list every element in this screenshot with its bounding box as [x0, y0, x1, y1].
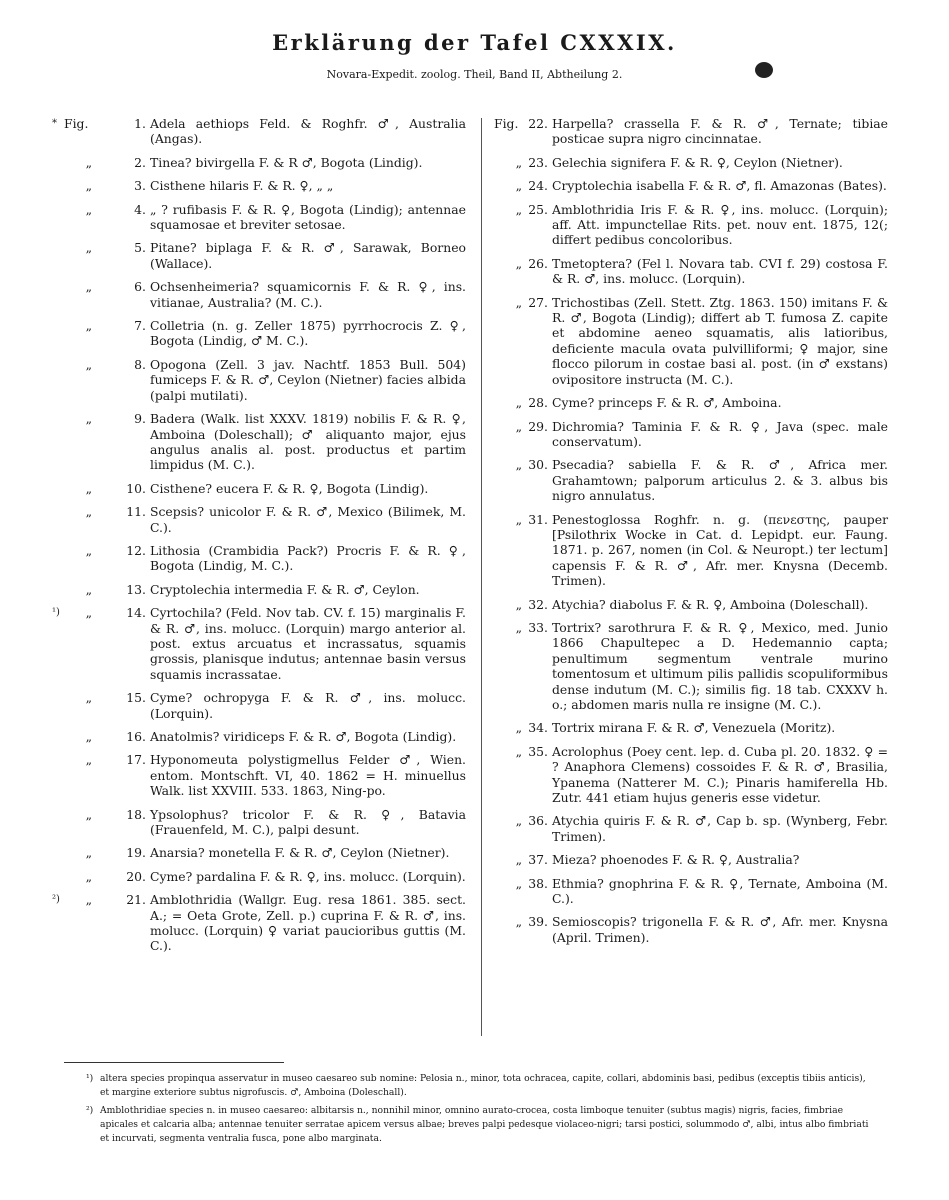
figure-prefix: „: [85, 752, 92, 768]
figure-entry: [52, 318, 466, 349]
figure-number: 20.: [126, 868, 146, 884]
footnote-mark: ²): [86, 1105, 94, 1116]
figure-number: 13.: [126, 581, 146, 597]
figure-prefix: „: [85, 542, 92, 558]
figure-prefix: Fig.: [494, 116, 519, 131]
figure-entry: [494, 597, 888, 612]
footnote-text: altera species propinqua asservatur in museo caesareo sub nomine: Pelosia n., minor, tota ochracea, capite, collari, abdominis basi, pedibus (exceptis tibiis anticis), et margine exteriore subtus nigrofuscis. ♂, Amboina (Doleschall).: [100, 1073, 866, 1098]
figure-number: 35.: [528, 743, 548, 759]
figure-number: 38.: [528, 875, 548, 891]
figure-number: 3.: [134, 178, 146, 194]
figure-prefix: „: [85, 154, 92, 170]
figure-number: 29.: [528, 418, 548, 434]
figure-number: 27.: [528, 294, 548, 310]
figure-prefix: „: [515, 852, 522, 868]
left-column: [52, 116, 466, 962]
figure-description: Anarsia? monetella F. & R. ♂, Ceylon (Nietner).: [150, 845, 450, 861]
figure-entry: [52, 752, 466, 798]
figure-prefix: Fig.: [64, 116, 89, 131]
figure-prefix: „: [85, 892, 92, 908]
figure-prefix: „: [85, 729, 92, 744]
figure-description: Atychia? diabolus F. & R. ♀, Amboina (Doleschall).: [552, 596, 869, 612]
figure-description: Anatolmis? viridiceps F. & R. ♂, Bogota (Lindig).: [150, 729, 457, 744]
figure-entry: [494, 914, 888, 945]
right-column: [494, 116, 888, 953]
figure-entry: [52, 202, 466, 233]
footnote-marker: *: [52, 118, 57, 129]
footnote-rule: [64, 1062, 284, 1063]
figure-prefix: „: [85, 356, 92, 372]
figure-number: 28.: [528, 395, 548, 411]
figure-prefix: „: [85, 845, 92, 861]
figure-entry: [494, 620, 888, 712]
figure-entry: [52, 240, 466, 271]
ink-blot: [755, 62, 773, 78]
footnote: [86, 1072, 876, 1100]
figure-entry: [494, 295, 888, 387]
figure-description: Acrolophus (Poey cent. lep. d. Cuba pl. 20. 1832. ♀ = ? Anaphora Clemens) cossoides F. & R. ♂, Brasilia, Ypanema (Natterer M. C.); Pinaris hamiferella Hb. Zutr. 441 etiam hujus generis esse videtur.: [552, 743, 888, 806]
figure-description: Badera (Walk. list XXXV. 1819) nobilis F. & R. ♀, Amboina (Doleschall); ♂ aliquanto major, ejus angulus analis al. post. productus et partim limpidus (M. C.).: [150, 411, 466, 473]
figure-number: 7.: [134, 318, 146, 334]
figure-number: 23.: [528, 154, 548, 170]
figure-entry: [52, 690, 466, 721]
figure-number: 4.: [134, 201, 146, 217]
figure-number: 16.: [126, 729, 146, 744]
figure-entry: [52, 155, 466, 170]
figure-entry: [52, 729, 466, 744]
footnote-marker: ¹): [52, 607, 60, 619]
figure-description: Mieza? phoenodes F. & R. ♀, Australia?: [552, 852, 800, 868]
footnotes: [86, 1072, 876, 1150]
figure-entry: [494, 876, 888, 907]
figure-number: 18.: [126, 806, 146, 822]
footnote-mark: ¹): [86, 1073, 94, 1084]
figure-prefix: „: [85, 178, 92, 194]
figure-entry: [52, 543, 466, 574]
figure-entry: [494, 178, 888, 193]
figure-description: Ypsolophus? tricolor F. & R. ♀, Batavia (Frauenfeld, M. C.), palpi desunt.: [150, 806, 466, 838]
figure-number: 26.: [528, 255, 548, 271]
figure-entry: [52, 357, 466, 403]
figure-entry: [494, 256, 888, 287]
figure-description: Tortrix mirana F. & R. ♂, Venezuela (Moritz).: [552, 720, 836, 736]
figure-number: 34.: [528, 720, 548, 736]
figure-prefix: „: [85, 806, 92, 822]
figure-number: 6.: [134, 279, 146, 295]
figure-description: Gelechia signifera F. & R. ♀, Ceylon (Nietner).: [552, 154, 843, 170]
figure-entry: [494, 512, 888, 589]
figure-description: Colletria (n. g. Zeller 1875) pyrrhocrocis Z. ♀, Bogota (Lindig, ♂ M. C.).: [150, 318, 466, 349]
figure-prefix: „: [85, 318, 92, 334]
figure-description: Psecadia? sabiella F. & R. ♂, Africa mer. Grahamtown; palporum articulus 2. & 3. albus bis nigro annulatus.: [552, 457, 888, 504]
figure-prefix: „: [85, 279, 92, 295]
figure-entry: [52, 411, 466, 473]
figure-number: 11.: [126, 504, 146, 520]
figure-entry: [494, 744, 888, 806]
figure-prefix: „: [515, 914, 522, 930]
figure-description: Amblothridia Iris F. & R. ♀, ins. molucc. (Lorquin); aff. Att. impunctellae Rits. pet. nouv ent. 1875, 12(; differt pedibus concoloribus.: [552, 201, 888, 248]
figure-number: 12.: [126, 542, 146, 558]
figure-entry: [52, 807, 466, 838]
figure-entry: [52, 481, 466, 496]
figure-description: Penestoglossa Roghfr. n. g. (πενεστης, pauper [Psilothrix Wocke in Cat. d. Lepidpt. eur. Faung. 1871. p. 267, nomen (in Col. & Neuropt.) ter lectum] capensis F. & R. ♂, Afr. mer. Knysna (Decemb. Trimen).: [552, 511, 888, 589]
figure-prefix: „: [515, 418, 522, 434]
figure-entry: [494, 395, 888, 410]
figure-entry: [494, 419, 888, 450]
figure-description: Scepsis? unicolor F. & R. ♂, Mexico (Bilimek, M. C.).: [150, 504, 466, 535]
figure-prefix: „: [85, 240, 92, 256]
figure-prefix: „: [515, 201, 522, 217]
figure-description: Tinea? bivirgella F. & R ♂, Bogota (Lindig).: [150, 154, 423, 170]
figure-number: 9.: [134, 411, 146, 427]
figure-prefix: „: [515, 457, 522, 473]
figure-description: „ ? rufibasis F. & R. ♀, Bogota (Lindig); antennae squamosae et breviter setosae.: [150, 201, 466, 233]
figure-number: 37.: [528, 852, 548, 868]
figure-prefix: „: [85, 581, 92, 597]
figure-number: 36.: [528, 813, 548, 829]
figure-description: Cryptolechia isabella F. & R. ♂, fl. Amazonas (Bates).: [552, 178, 887, 194]
figure-number: 8.: [134, 356, 146, 372]
figure-prefix: „: [85, 201, 92, 217]
figure-prefix: „: [515, 619, 522, 635]
figure-entry: [494, 202, 888, 248]
figure-entry: [52, 869, 466, 884]
figure-prefix: „: [515, 255, 522, 271]
figure-entry: [52, 504, 466, 535]
figure-prefix: „: [85, 504, 92, 520]
figure-description: Cisthene? eucera F. & R. ♀, Bogota (Lindig).: [150, 480, 429, 496]
figure-prefix: „: [85, 868, 92, 884]
figure-description: Cyme? princeps F. & R. ♂, Amboina.: [552, 395, 782, 411]
figure-number: 1.: [134, 116, 146, 131]
figure-number: 21.: [126, 892, 146, 908]
figure-entry: [494, 116, 888, 147]
figure-prefix: „: [515, 813, 522, 829]
figure-prefix: „: [85, 690, 92, 706]
page-subtitle: Novara-Expedit. zoolog. Theil, Band II, Abtheilung 2.: [326, 68, 623, 81]
figure-entry: [52, 279, 466, 310]
figure-prefix: „: [85, 605, 92, 621]
figure-number: 19.: [126, 845, 146, 861]
figure-prefix: „: [515, 720, 522, 736]
footnote-text: Amblothridiae species n. in museo caesareo: albitarsis n., nonnihil minor, omnino aurato-crocea, costa limboque tenuiter (subtus magis) nigris, facies, fimbriae apicales et calcaria alba; antennae tenuiter serratae apicem versus albae; breves palpi pedesque violaceo-nigri; tarsi postici, solummodo ♂, albi, intus albo fimbriati et incurvati, segmenta ventralia fusca, pone albo marginata.: [100, 1105, 869, 1144]
figure-description: Cryptolechia intermedia F. & R. ♂, Ceylon.: [150, 581, 420, 597]
figure-prefix: „: [515, 178, 522, 194]
figure-number: 25.: [528, 201, 548, 217]
figure-prefix: „: [85, 480, 92, 496]
figure-description: Cyrtochila? (Feld. Nov tab. CV. f. 15) marginalis F. & R. ♂, ins. molucc. (Lorquin) margo anterior al. post. extus arcuatus et incrassatus, squamis grossis, planisque indutus; antennae basin versus squamis incrassatae.: [150, 605, 466, 682]
figure-entry: [52, 178, 466, 193]
footnote-marker: ²): [52, 894, 60, 906]
figure-description: Atychia quiris F. & R. ♂, Cap b. sp. (Wynberg, Febr. Trimen).: [552, 813, 888, 844]
figure-entry: [494, 155, 888, 170]
figure-description: Semioscopis? trigonella F. & R. ♂, Afr. mer. Knysna (April. Trimen).: [552, 914, 888, 945]
figure-entry: [52, 116, 466, 147]
figure-entry: [494, 720, 888, 735]
figure-number: 17.: [126, 752, 146, 768]
figure-description: Trichostibas (Zell. Stett. Ztg. 1863. 150) imitans F. & R. ♂, Bogota (Lindig); differt ab T. fumosa Z. capite et abdomine aeneo squamatis, alis latioribus, deficiente macula ovata pulvilliformi; ♀ major, sine flocco pilorum in costae basi al. post. (in ♂ exstans) ovipositore instructa (M. C.).: [552, 294, 888, 387]
page-title: Erklärung der Tafel CXXXIX.: [272, 30, 677, 55]
figure-prefix: „: [515, 154, 522, 170]
figure-number: 2.: [134, 154, 146, 170]
figure-number: 10.: [126, 480, 146, 496]
figure-number: 33.: [528, 619, 548, 635]
figure-prefix: „: [515, 596, 522, 612]
figure-description: Pitane? biplaga F. & R. ♂, Sarawak, Borneo (Wallace).: [150, 240, 466, 271]
figure-number: 24.: [528, 178, 548, 194]
figure-description: Adela aethiops Feld. & Roghfr. ♂, Australia (Angas).: [150, 116, 466, 147]
figure-prefix: „: [85, 411, 92, 427]
figure-prefix: „: [515, 743, 522, 759]
figure-number: 22.: [528, 116, 548, 131]
figure-description: Harpella? crassella F. & R. ♂, Ternate; tibiae posticae supra nigro cincinnatae.: [552, 116, 888, 147]
figure-number: 14.: [126, 605, 146, 621]
figure-entry: [52, 582, 466, 597]
figure-description: Lithosia (Crambidia Pack?) Procris F. & R. ♀, Bogota (Lindig, M. C.).: [150, 542, 466, 574]
figure-description: Tortrix? sarothrura F. & R. ♀, Mexico, med. Junio 1866 Chapultepec a D. Hedemannio capta; penultimum segmentum ventrale murino tomentosum et ultimum pilis pallidis scopuliformibus dense indutum (M. C.); similis fig. 18 tab. CXXXV h. o.; abdomen maris nulla re insigne (M. C.).: [552, 619, 888, 712]
figure-entry: [494, 813, 888, 844]
figure-number: 31.: [528, 511, 548, 527]
figure-description: Ochsenheimeria? squamicornis F. & R. ♀, ins. vitianae, Australia? (M. C.).: [150, 279, 466, 310]
figure-number: 30.: [528, 457, 548, 473]
figure-entry: [52, 605, 466, 682]
figure-description: Amblothridia (Wallgr. Eug. resa 1861. 385. sect. A.; = Oeta Grote, Zell. p.) cuprina F. & R. ♂, ins. molucc. (Lorquin) ♀ variat paucioribus guttis (M. C.).: [150, 892, 466, 954]
figure-prefix: „: [515, 294, 522, 310]
figure-description: Cyme? pardalina F. & R. ♀, ins. molucc. (Lorquin).: [150, 868, 466, 884]
figure-entry: [494, 457, 888, 503]
figure-description: Tmetoptera? (Fel l. Novara tab. CVI f. 29) costosa F. & R. ♂, ins. molucc. (Lorquin).: [552, 255, 888, 287]
figure-entry: [52, 845, 466, 860]
figure-entry: [494, 852, 888, 867]
figure-number: 32.: [528, 596, 548, 612]
figure-number: 15.: [126, 690, 146, 706]
figure-description: Ethmia? gnophrina F. & R. ♀, Ternate, Amboina (M. C.).: [552, 875, 888, 907]
footnote: [86, 1104, 876, 1146]
figure-prefix: „: [515, 395, 522, 411]
figure-prefix: „: [515, 511, 522, 527]
column-divider: [481, 118, 482, 1036]
figure-description: Hyponomeuta polystigmellus Felder ♂, Wien. entom. Montschft. VI, 40. 1862 = H. minuellus Walk. list XXVIII. 533. 1863, Ning-po.: [150, 752, 466, 799]
figure-prefix: „: [515, 875, 522, 891]
figure-number: 39.: [528, 914, 548, 930]
figure-description: Cyme? ochropyga F. & R. ♂, ins. molucc. (Lorquin).: [150, 690, 466, 721]
figure-number: 5.: [134, 240, 146, 256]
figure-description: Cisthene hilaris F. & R. ♀, „ „: [150, 178, 334, 194]
figure-description: Dichromia? Taminia F. & R. ♀, Java (spec. male conservatum).: [552, 418, 888, 449]
figure-entry: [52, 892, 466, 954]
figure-description: Opogona (Zell. 3 jav. Nachtf. 1853 Bull. 504) fumiceps F. & R. ♂, Ceylon (Nietner) facies albida (palpi mutilati).: [150, 356, 466, 403]
